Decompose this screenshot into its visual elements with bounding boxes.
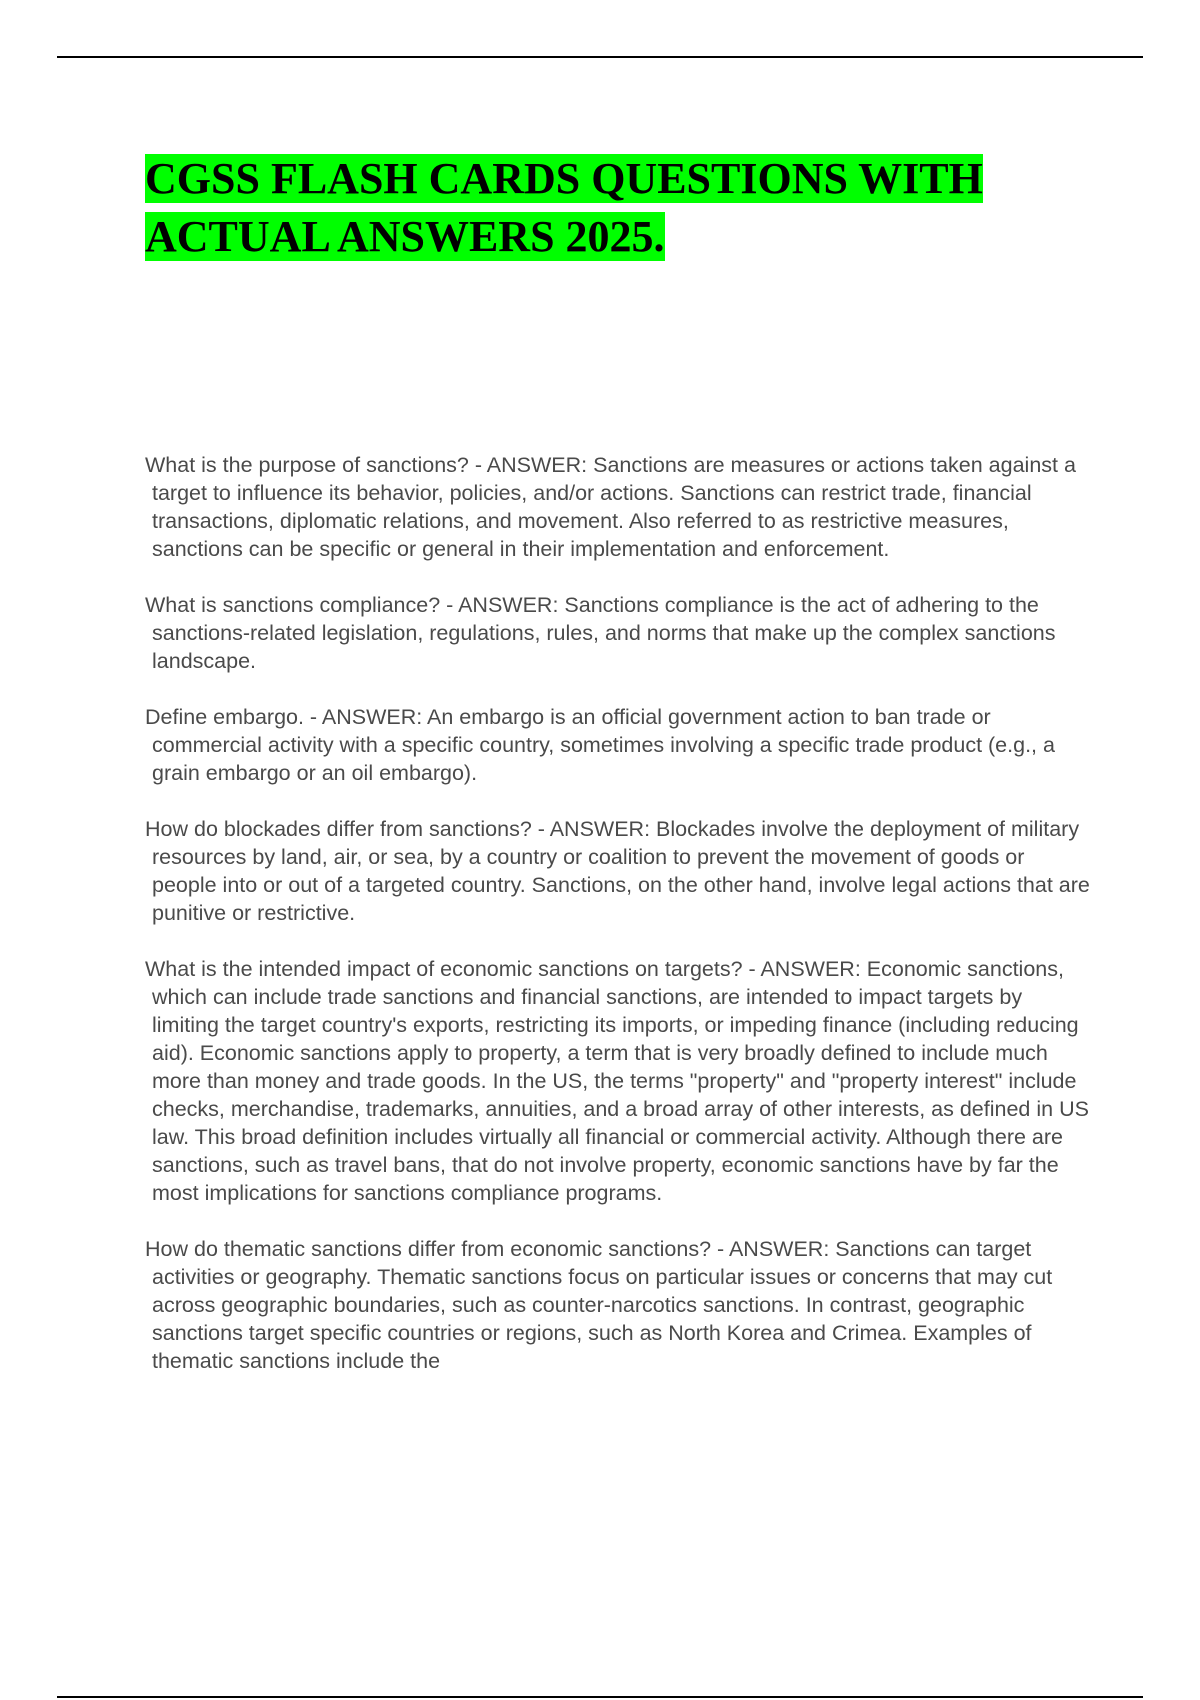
flashcard-entry: How do thematic sanctions differ from economic sanctions? - ANSWER: Sanctions can target activities or geography. Thematic sanctions focus on particular issues or concerns that may cut across geographic boundaries, such as counter-narcotics sanctions. In contrast, geographic sanctions target specific countries or regions, such as North Korea and Crimea. Examples of thematic sanctions include the — [145, 1237, 1053, 1373]
title-highlight: CGSS FLASH CARDS QUESTIONS WITH ACTUAL ANSWERS 2025. — [145, 154, 983, 261]
flashcard-entry: Define embargo. - ANSWER: An embargo is an official government action to ban trade or commercial activity with a specific country, sometimes involving a specific trade product (e.g., a grain embargo or an oil embargo). — [145, 705, 1055, 785]
bottom-rule — [57, 1696, 1143, 1698]
flashcard-entry: How do blockades differ from sanctions? - ANSWER: Blockades involve the deployment of military resources by land, air, or sea, by a country or coalition to prevent the movement of goods or people into or out of a targeted country. Sanctions, on the other hand, involve legal actions that are punitive or restrictive. — [145, 817, 1090, 925]
flashcard-entry: What is the intended impact of economic sanctions on targets? - ANSWER: Economic sanctions, which can include trade sanctions and financial sanctions, are intended to impact targets by limiting the target country's exports, restricting its imports, or impeding finance (including reducing aid). Economic sanctions apply to property, a term that is very broadly defined to include much more than money and trade goods. In the US, the terms "property" and "property interest" include checks, merchandise, trademarks, annuities, and a broad array of other interests, as defined in US law. This broad definition includes virtually all financial or commercial activity. Although there are sanctions, such as travel bans, that do not involve property, economic sanctions have by far the most implications for sanctions compliance programs. — [145, 957, 1089, 1205]
flashcard-list — [145, 451, 1090, 1403]
top-rule — [57, 56, 1143, 58]
document-title — [145, 150, 1105, 266]
flashcard-entry: What is the purpose of sanctions? - ANSWER: Sanctions are measures or actions taken against a target to influence its behavior, policies, and/or actions. Sanctions can restrict trade, financial transactions, diplomatic relations, and movement. Also referred to as restrictive measures, sanctions can be specific or general in their implementation and enforcement. — [145, 453, 1076, 561]
flashcard-entry: What is sanctions compliance? - ANSWER: Sanctions compliance is the act of adhering to the sanctions-related legislation, regulations, rules, and norms that make up the complex sanctions landscape. — [145, 593, 1056, 673]
